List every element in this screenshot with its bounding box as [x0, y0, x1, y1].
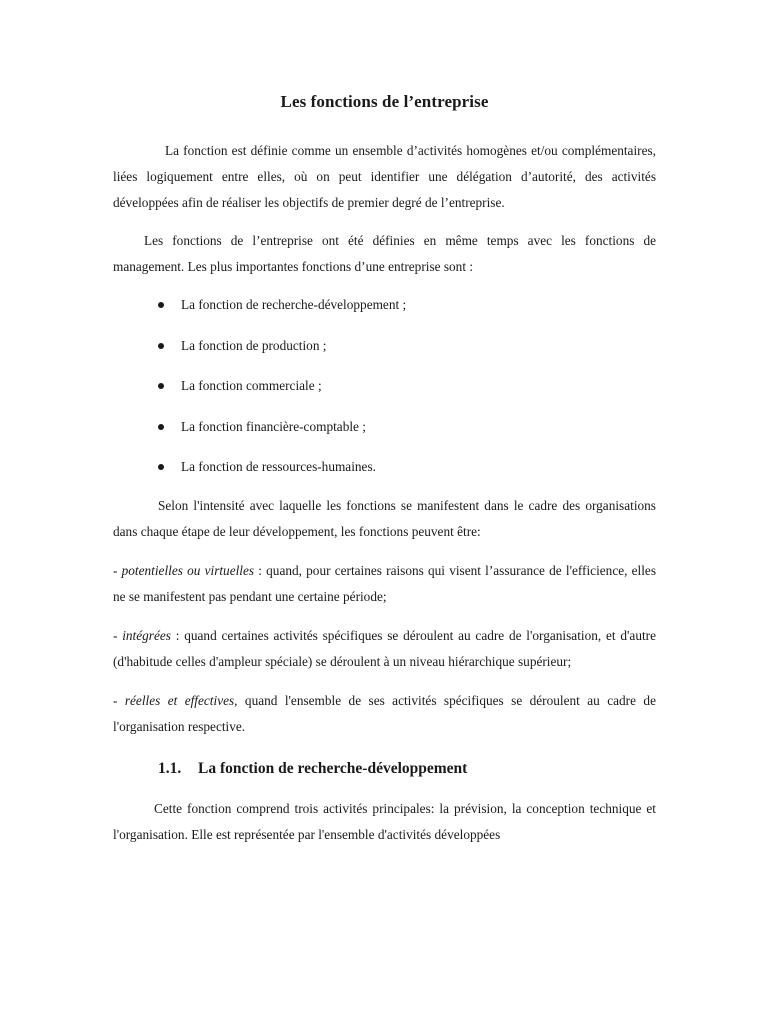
item-text: quand, pour certaines raisons qui visent l’assurance de l'efficience, elles ne se manifestent pas pendant une certaine période;	[113, 563, 656, 605]
item-integrees	[113, 623, 656, 675]
list-item	[113, 454, 656, 480]
section-heading	[113, 756, 656, 782]
bullet-icon	[158, 383, 164, 389]
bullet-icon	[158, 343, 164, 349]
item-prefix: -	[113, 563, 122, 579]
item-prefix: -	[113, 693, 125, 709]
list-item-label: La fonction de recherche-développement ;	[181, 297, 407, 312]
list-item-label: La fonction de ressources-humaines.	[181, 459, 376, 475]
item-reelles	[113, 688, 656, 740]
bullet-icon	[158, 424, 164, 430]
item-text: quand certaines activités spécifiques se déroulent au cadre de l'organisation, et d'autre (d'habitude celles d'ampleur spéciale) se déroulent à un niveau hiérarchique supérieur;	[113, 628, 656, 670]
item-potentielles	[113, 558, 656, 610]
bullet-icon	[158, 302, 164, 308]
paragraph-definition: La fonction est définie comme un ensemble d’activités homogènes et/ou complémentaires, liées logiquement entre elles, où on peut identifier une délégation d’autorité, des activités développées afin de réaliser les objectifs de premier degré de l’entreprise.	[113, 143, 656, 210]
item-separator: :	[254, 563, 267, 579]
item-term: réelles et effectives,	[124, 693, 238, 709]
item-prefix: -	[113, 628, 123, 644]
list-item	[113, 414, 656, 440]
paragraph-recherche: Cette fonction comprend trois activités principales: la prévision, la conception technique et l'organisation. Elle est représentée par l'ensemble d'activités développées	[113, 801, 656, 843]
item-separator	[238, 693, 245, 708]
item-separator: :	[170, 628, 185, 644]
item-term: potentielles ou virtuelles	[121, 563, 255, 579]
list-item	[113, 333, 656, 359]
list-item-label: La fonction financière-comptable ;	[181, 418, 366, 434]
section-number: 1.1.	[158, 760, 182, 778]
bullet-icon	[158, 464, 164, 470]
document-content	[113, 84, 656, 848]
list-item-label: La fonction de production ;	[181, 337, 327, 353]
list-item	[113, 373, 656, 399]
paragraph-intensite: Selon l'intensité avec laquelle les fonctions se manifestent dans le cadre des organisations dans chaque étape de leur développement, les fonctions peuvent être:	[113, 498, 656, 540]
fonctions-bullet-list	[113, 292, 656, 480]
item-text: quand l'ensemble de ses activités spécifiques se déroulent au cadre de l'organisation respective.	[113, 693, 656, 735]
paragraph-fonctions-intro: Les fonctions de l’entreprise ont été définies en même temps avec les fonctions de management. Les plus importantes fonctions d’une entreprise sont :	[113, 233, 656, 274]
list-item-label: La fonction commerciale ;	[181, 378, 322, 394]
page-title: Les fonctions de l’entreprise	[280, 92, 489, 111]
list-item	[113, 292, 656, 318]
section-title: La fonction de recherche-développement	[198, 760, 468, 778]
item-term: intégrées	[122, 628, 171, 644]
